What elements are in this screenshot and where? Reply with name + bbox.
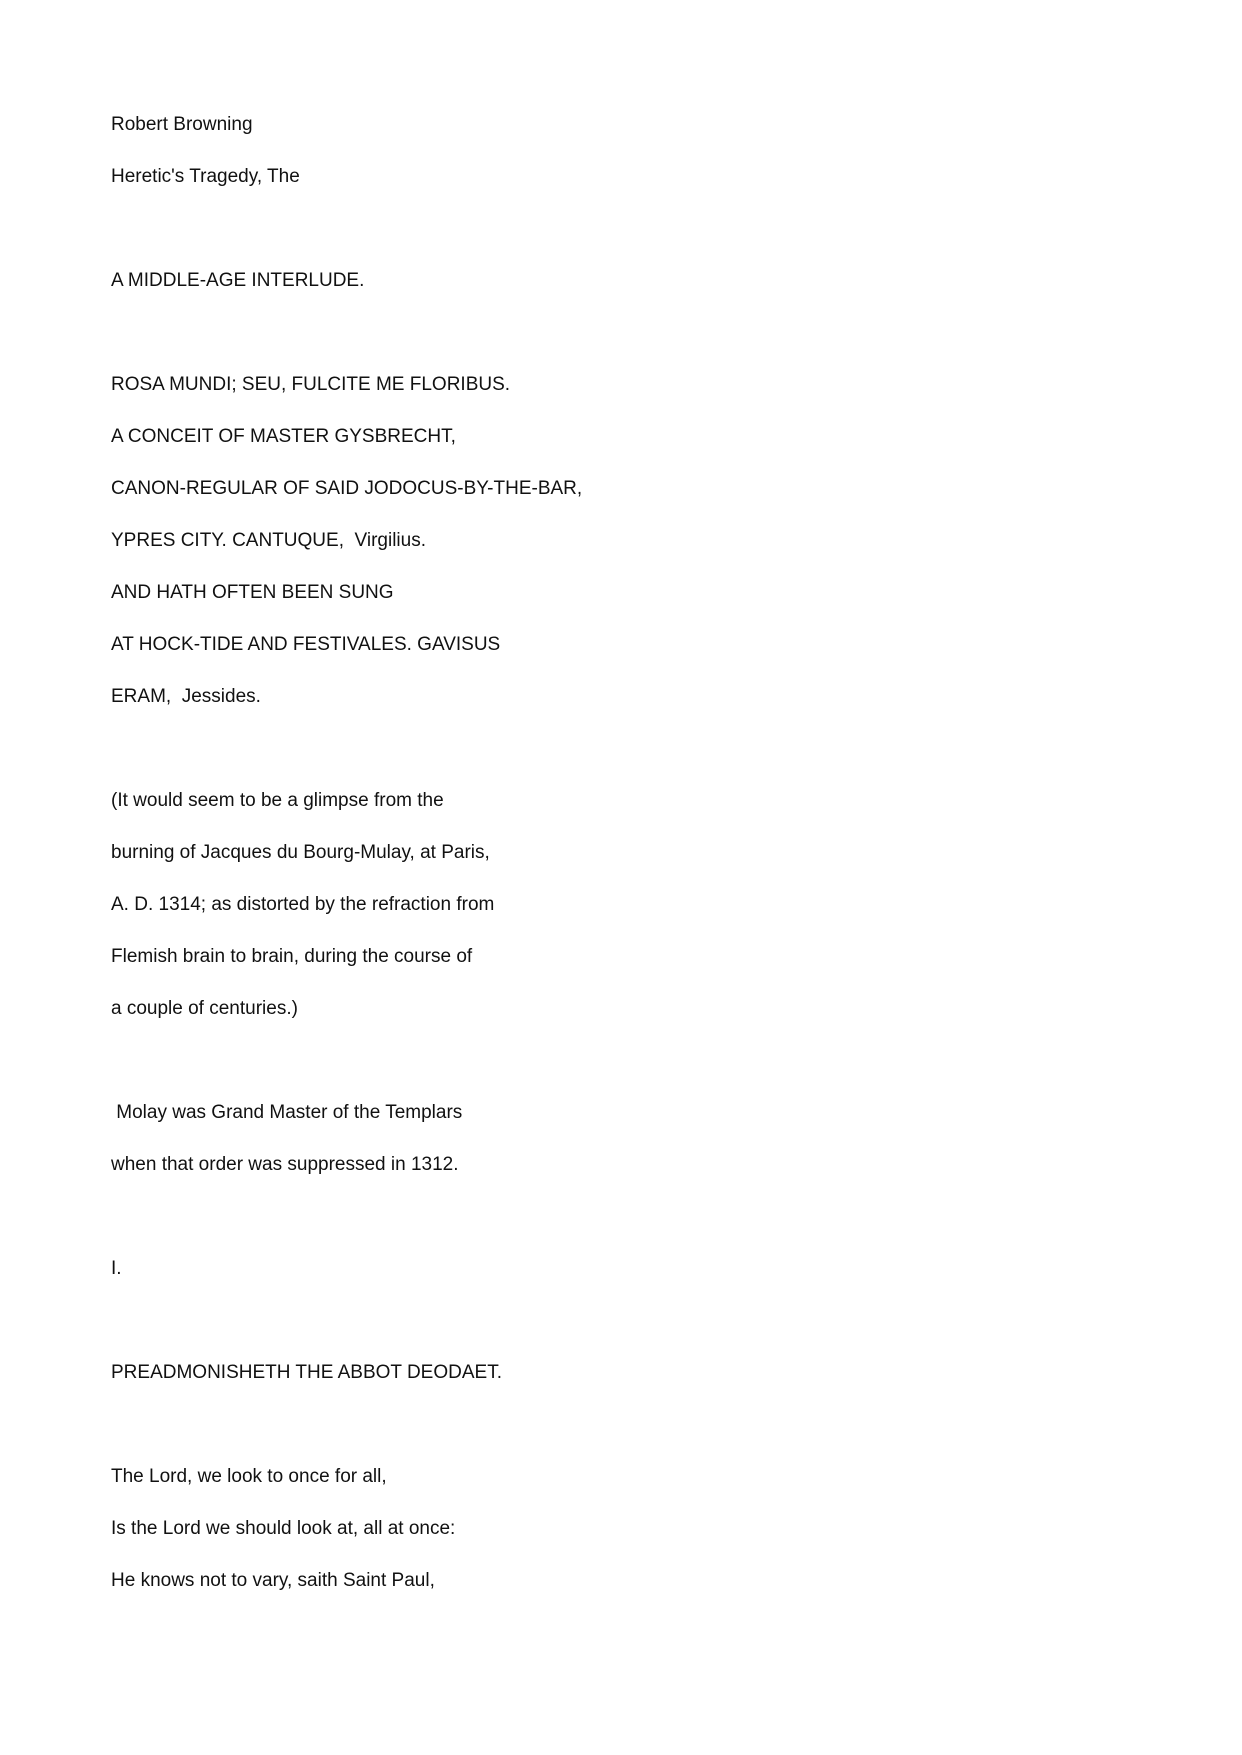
section-heading: PREADMONISHETH THE ABBOT DEODAET. <box>111 1362 502 1383</box>
epigraph-line: CANON-REGULAR OF SAID JODOCUS-BY-THE-BAR, <box>111 478 583 499</box>
footnote-line: Molay was Grand Master of the Templars <box>111 1102 463 1123</box>
epigraph-line: AT HOCK-TIDE AND FESTIVALES. GAVISUS <box>111 634 501 655</box>
footnote-line: when that order was suppressed in 1312. <box>111 1154 459 1175</box>
note-line: a couple of centuries.) <box>111 998 298 1019</box>
note-line: burning of Jacques du Bourg-Mulay, at Paris, <box>111 842 490 863</box>
epigraph-line: YPRES CITY. CANTUQUE, Virgilius. <box>111 530 426 551</box>
note-line: Flemish brain to brain, during the course of <box>111 946 473 967</box>
section-number: I. <box>111 1258 122 1279</box>
author-line: Robert Browning <box>111 114 253 135</box>
epigraph-line: A CONCEIT OF MASTER GYSBRECHT, <box>111 426 456 447</box>
epigraph-line: ROSA MUNDI; SEU, FULCITE ME FLORIBUS. <box>111 374 511 395</box>
verse-line: Is the Lord we should look at, all at once: <box>111 1518 456 1539</box>
note-line: (It would seem to be a glimpse from the <box>111 790 444 811</box>
subtitle-line: A MIDDLE-AGE INTERLUDE. <box>111 270 365 291</box>
verse-line: The Lord, we look to once for all, <box>111 1466 387 1487</box>
verse-line: He knows not to vary, saith Saint Paul, <box>111 1570 435 1591</box>
note-line: A. D. 1314; as distorted by the refraction from <box>111 894 495 915</box>
epigraph-line: ERAM, Jessides. <box>111 686 261 707</box>
epigraph-line: AND HATH OFTEN BEEN SUNG <box>111 582 394 603</box>
title-line: Heretic's Tragedy, The <box>111 166 300 187</box>
